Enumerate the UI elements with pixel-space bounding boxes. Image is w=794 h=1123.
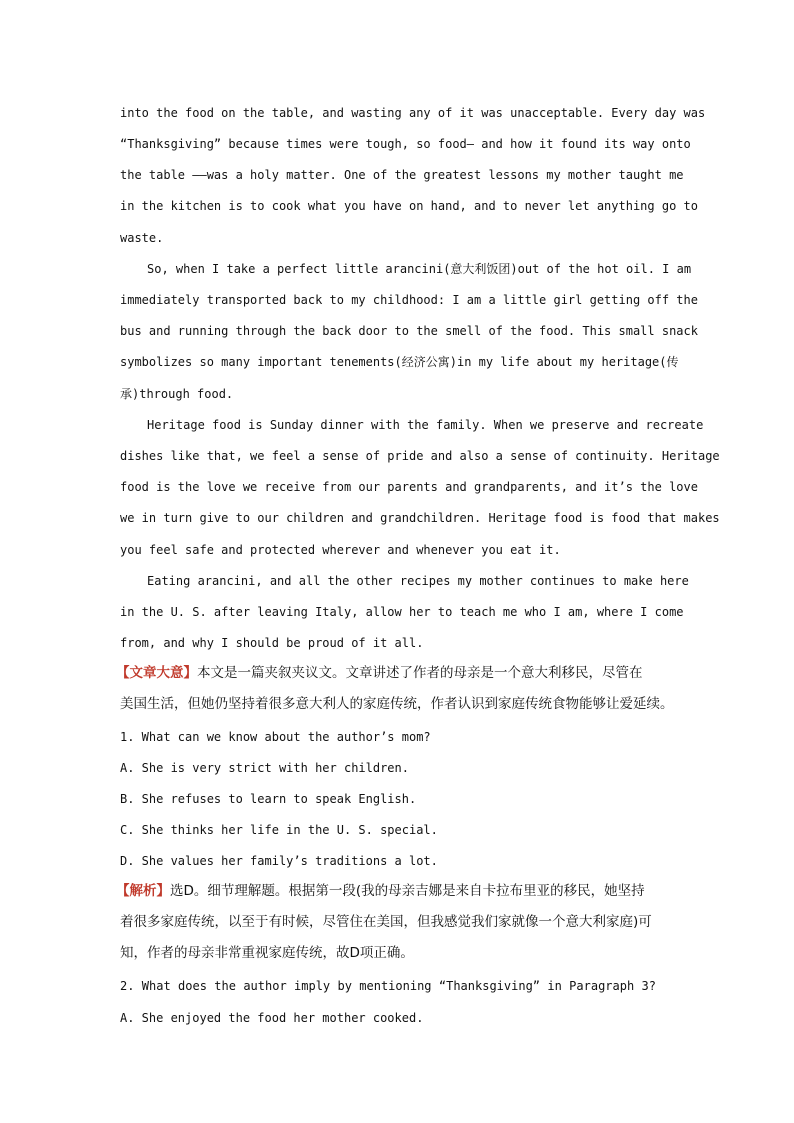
analysis-tag: 【解析】 — [116, 883, 170, 899]
summary-text: 本文是一篇夹叙夹议文。文章讲述了作者的母亲是一个意大利移民，尽管在 — [197, 665, 643, 681]
question-stem: 1. What can we know about the author’s mom? — [120, 730, 431, 744]
summary-line: 美国生活，但她仍坚持着很多意大利人的家庭传统，作者认识到家庭传统食物能够让爱延续。 — [120, 696, 674, 712]
passage-line: in the kitchen is to cook what you have on hand, and to never let anything go to — [120, 199, 698, 213]
passage-line: into the food on the table, and wasting any of it was unacceptable. Every day was — [120, 106, 706, 120]
option-c: C. She thinks her life in the U. S. special. — [120, 823, 438, 837]
option-a: A. She enjoyed the food her mother cooked. — [120, 1011, 424, 1025]
option-b: B. She refuses to learn to speak English. — [120, 792, 417, 806]
passage-line: 承)through food. — [120, 387, 234, 401]
passage-line: in the U. S. after leaving Italy, allow her to teach me who I am, where I come — [120, 605, 684, 619]
passage-line: dishes like that, we feel a sense of pride and also a sense of continuity. Heritage — [120, 449, 720, 463]
analysis-line: 知，作者的母亲非常重视家庭传统，故D项正确。 — [120, 945, 414, 961]
passage-line: “Thanksgiving” because times were tough, so food— and how it found its way onto — [120, 137, 691, 151]
question-stem: 2. What does the author imply by mentioning “Thanksgiving” in Paragraph 3? — [120, 979, 656, 993]
option-a: A. She is very strict with her children. — [120, 761, 409, 775]
passage-line: you feel safe and protected wherever and whenever you eat it. — [120, 543, 561, 557]
passage-line: immediately transported back to my childhood: I am a little girl getting off the — [120, 293, 698, 307]
option-d: D. She values her family’s traditions a lot. — [120, 854, 438, 868]
passage-line: food is the love we receive from our parents and grandparents, and it’s the love — [120, 480, 698, 494]
analysis-line: 着很多家庭传统，以至于有时候，尽管住在美国，但我感觉我们家就像一个意大利家庭)可 — [120, 914, 652, 930]
analysis-text: 选D。细节理解题。根据第一段(我的母亲吉娜是来自卡拉布里亚的移民，她坚持 — [170, 883, 645, 899]
passage-line: bus and running through the back door to the smell of the food. This small snack — [120, 324, 698, 338]
passage-line: So, when I take a perfect little arancini(意大利饭团)out of the hot oil. I am — [147, 262, 692, 276]
passage-line: the table ——was a holy matter. One of the greatest lessons my mother taught me — [120, 168, 684, 182]
summary-line — [116, 665, 674, 681]
passage-line: we in turn give to our children and grandchildren. Heritage food is food that makes — [120, 511, 720, 525]
passage-line: symbolizes so many important tenements(经济公寓)in my life about my heritage(传 — [120, 355, 679, 369]
passage-line: Eating arancini, and all the other recipes my mother continues to make here — [147, 574, 689, 588]
passage-line: from, and why I should be proud of it all. — [120, 636, 424, 650]
summary-tag: 【文章大意】 — [116, 665, 197, 681]
passage-line: Heritage food is Sunday dinner with the family. When we preserve and recreate — [147, 418, 704, 432]
passage-line: waste. — [120, 231, 164, 245]
analysis-line — [116, 883, 674, 899]
